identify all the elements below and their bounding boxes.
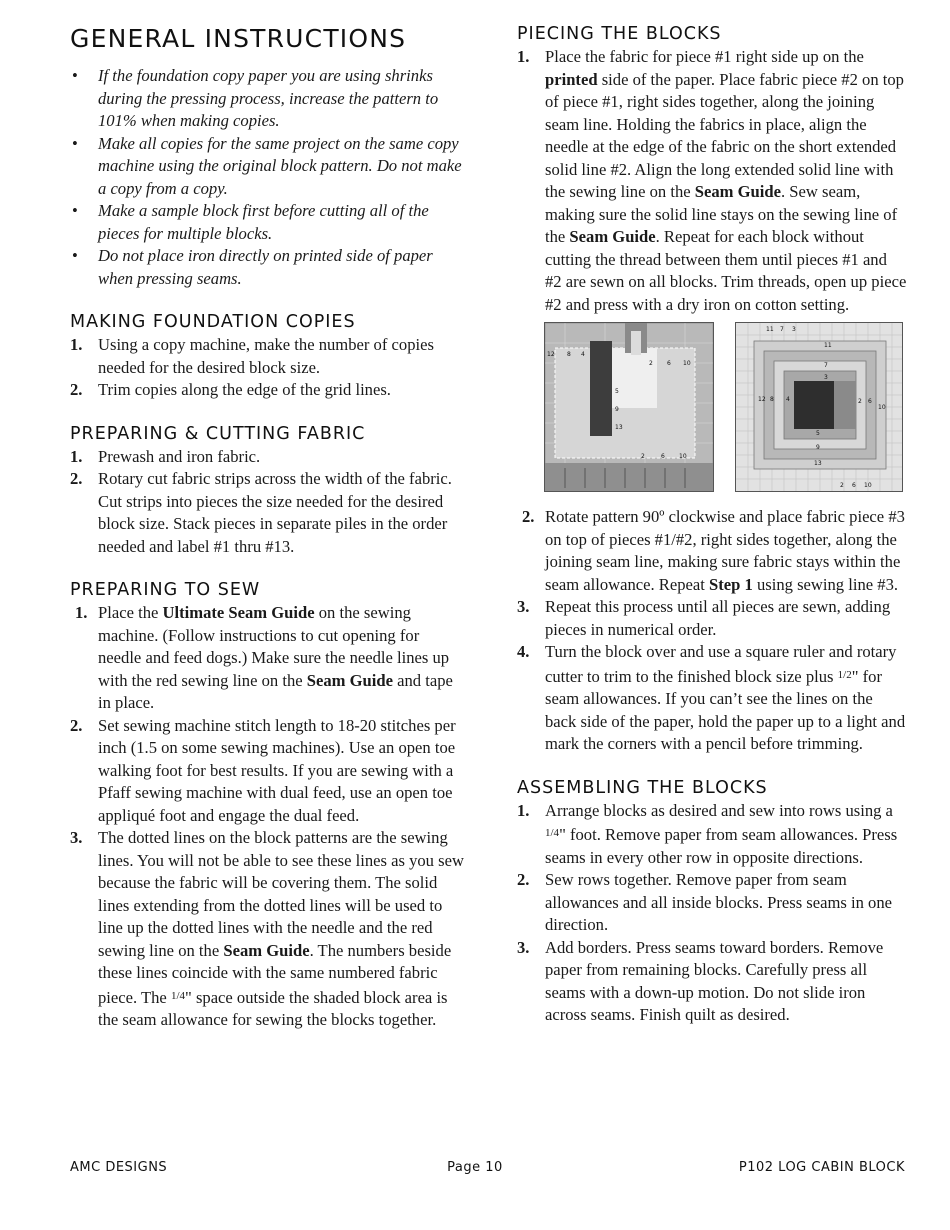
photo-label: 5 — [615, 388, 619, 395]
piecing-steps-a — [517, 46, 907, 316]
photo-label: 13 — [814, 460, 822, 467]
photo-label: 7 — [824, 362, 828, 369]
photo-label: 10 — [683, 360, 691, 367]
right-column — [517, 24, 907, 1027]
bullet-icon: • — [72, 133, 78, 153]
list-item: 4. Turn the block over and use a square ruler and rotary cutter to trim to the finished block size plus $^{1/2}$" for seam allowances. If you can’t see the lines on the back side of the paper, hold the paper up to a light and mark the corners with a pencil before trimming. — [517, 642, 906, 753]
photo-label: 11 — [766, 326, 774, 333]
fraction: 1/4 — [170, 989, 186, 1002]
photo-label: 3 — [792, 326, 796, 333]
list-item: 2. Sew rows together. Remove paper from seam allowances and all inside blocks. Press seams in one direction. — [517, 870, 893, 934]
photo-label: 6 — [667, 360, 671, 367]
page-title: GENERAL INSTRUCTIONS — [70, 24, 407, 53]
tips-list — [70, 65, 465, 290]
piecing-photos — [517, 322, 907, 498]
assembling-steps — [517, 800, 907, 1027]
page-number: Page 10 — [447, 1160, 503, 1175]
photo-label: 10 — [878, 404, 886, 411]
sew-steps — [70, 602, 465, 1032]
section-heading-foundation: MAKING FOUNDATION COPIES — [70, 312, 356, 332]
photo-label: 4 — [581, 351, 585, 358]
list-item: 3. The dotted lines on the block patterns are the sewing lines. You will not be able to see these lines as you sew because the fabric will be covering them. The solid lines extending from the dotted lines will be used to line up the dotted lines with the needle and the red sewing line on the Seam Guide. The numbers beside these lines coincide with the same numbered fabric piece. The $^{1/4}$" space outside the shaded block area is the seam allowance for sewing the blocks together. — [70, 828, 464, 1029]
photo-label: 9 — [816, 444, 820, 451]
photo-label: 4 — [786, 396, 790, 403]
photo-label: 2 — [840, 482, 844, 489]
list-item: • Make a sample block first before cutting all of the pieces for multiple blocks. — [72, 201, 429, 243]
photo-label: 12 — [758, 396, 766, 403]
list-item: 1. Arrange blocks as desired and sew into rows using a $^{1/4}$" foot. Remove paper from seam allowances. Press seams in every other row in opposite directions. — [517, 800, 898, 867]
fabric-steps — [70, 446, 465, 559]
list-item: 3. Repeat this process until all pieces are sewn, adding pieces in numerical order. — [517, 597, 891, 639]
list-item: • Make all copies for the same project on the same copy machine using the original block pattern. Do not make a copy from a copy. — [72, 133, 462, 198]
footer-left: AMC DESIGNS — [70, 1160, 168, 1175]
footer-right: P102 LOG CABIN BLOCK — [738, 1160, 905, 1175]
bullet-icon: • — [72, 201, 78, 220]
left-column — [70, 24, 465, 1032]
piecing-steps-b — [517, 506, 907, 756]
photo-label: 2 — [858, 398, 862, 405]
fraction: 1/4 — [545, 827, 560, 839]
list-item: 1. Place the fabric for piece #1 right side up on the printed side of the paper. Place fabric piece #2 on top of piece #1, right sides together, along the joining seam line. Holding the fabrics in place, align the needle at the edge of the fabric on the short extended solid line #2. Align the long extended solid line with the sewing line on the Seam Guide. Sew seam, making sure the solid line stays on the sewing line of the Seam Guide. Repeat for each block without cutting the thread between them until pieces #1 and #2 are sewn on all blocks. Trim threads, open up piece #2 and press with a dry iron on cotton setting. — [517, 47, 907, 314]
list-item: 1. Place the Ultimate Seam Guide on the sewing machine. (Follow instructions to cut opening for needle and feed dogs.) Make sure the needle lines up with the red sewing line on the Seam Guide and tape in place. — [75, 603, 453, 712]
photo-label: 3 — [824, 374, 828, 381]
photo-label: 10 — [679, 453, 687, 460]
photo-label: 10 — [864, 482, 872, 489]
section-heading-piecing: PIECING THE BLOCKS — [517, 24, 722, 44]
photo-sewing-machine-image — [545, 323, 713, 491]
photo-label: 5 — [816, 430, 820, 437]
list-item: 3. Add borders. Press seams toward borders. Remove paper from remaining blocks. Carefully press all seams with a down-up motion. Do not slide iron across seams. Finish quilt as desired. — [517, 937, 884, 1024]
section-heading-fabric: PREPARING & CUTTING FABRIC — [70, 423, 366, 444]
list-item: • Do not place iron directly on printed side of paper when pressing seams. — [72, 246, 433, 288]
photo-label: 2 — [641, 453, 645, 460]
list-item: 2. Trim copies along the edge of the grid lines. — [70, 380, 391, 399]
photo-label: 6 — [868, 398, 872, 405]
fraction: 1/2 — [837, 668, 852, 681]
photo-label: 6 — [661, 453, 665, 460]
photo-label: 8 — [567, 351, 571, 358]
photo-label: 8 — [770, 396, 774, 403]
photo-label: 6 — [852, 482, 856, 489]
list-item: 2. Rotate pattern 90º clockwise and place fabric piece #3 on top of pieces #1/#2, right sides together, along the joining seam line, making sure fabric stays within the seam allowance. Repeat Step 1 using sewing line #3. — [522, 507, 905, 594]
photo-label: 7 — [780, 326, 784, 333]
bullet-icon: • — [72, 246, 78, 265]
photo-label: 2 — [649, 360, 653, 367]
foundation-steps — [70, 334, 465, 402]
section-heading-sew: PREPARING TO SEW — [70, 580, 261, 600]
list-item: 2. Rotary cut fabric strips across the width of the fabric. Cut strips into pieces the size needed for the desired block size. Stack pieces in separate piles in the order needed and label #1 thru #13. — [70, 469, 452, 556]
photo-label: 13 — [615, 424, 623, 431]
photo-finished-block — [735, 322, 903, 492]
bullet-icon: • — [72, 66, 78, 85]
photo-label: 12 — [547, 351, 555, 358]
photo-finished-block-image — [736, 323, 902, 491]
list-item: 1. Using a copy machine, make the number of copies needed for the desired block size. — [70, 335, 434, 377]
photo-label: 9 — [615, 406, 619, 413]
list-item: • If the foundation copy paper you are using shrinks during the pressing process, increase the pattern to 101% when making copies. — [72, 66, 439, 130]
photo-label: 11 — [824, 342, 832, 349]
photo-sewing-machine — [544, 322, 714, 492]
list-item: 1. Prewash and iron fabric. — [70, 446, 261, 466]
list-item: 2. Set sewing machine stitch length to 18-20 stitches per inch (1.5 on some sewing machines). Use an open toe walking foot for best results. If you are sewing with a Pfaff sewing machine with dual feed, use an open toe appliqué foot and engage the dual feed. — [70, 715, 456, 825]
section-heading-assembling: ASSEMBLING THE BLOCKS — [517, 777, 768, 798]
